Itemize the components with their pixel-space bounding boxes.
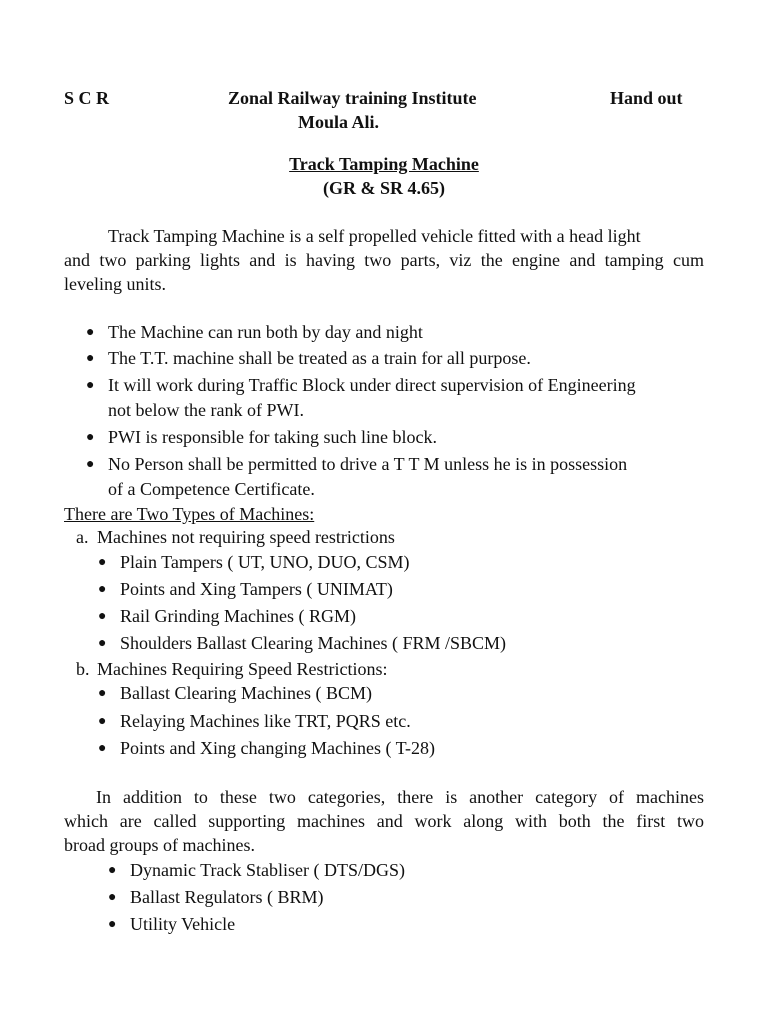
intro-line: Track Tamping Machine is a self propelled vehicle fitted with a head light (108, 226, 641, 246)
intro-line: leveling units. (64, 274, 166, 294)
bullet-icon: ● (86, 457, 95, 472)
bullet-icon: ● (86, 325, 95, 340)
list-item: Ballast Regulators ( BRM) (130, 887, 324, 907)
list-item-continuation: not below the rank of PWI. (108, 400, 304, 420)
rule-reference: (GR & SR 4.65) (323, 178, 445, 198)
list-item: Plain Tampers ( UT, UNO, DUO, CSM) (120, 552, 410, 572)
bullet-icon: ● (108, 917, 117, 932)
list-item: Points and Xing Tampers ( UNIMAT) (120, 579, 393, 599)
bullet-icon: ● (98, 555, 107, 570)
support-line: In addition to these two categories, there is another category of machines (96, 787, 704, 807)
bullet-icon: ● (98, 582, 107, 597)
bullet-icon: ● (98, 714, 107, 729)
institute-name: Zonal Railway training Institute (228, 88, 477, 108)
list-item: It will work during Traffic Block under direct supervision of Engineering (108, 375, 636, 395)
intro-line: and two parking lights and is having two parts, viz the engine and tamping cum (64, 250, 704, 270)
bullet-icon: ● (98, 686, 107, 701)
list-item: Dynamic Track Stabliser ( DTS/DGS) (130, 860, 405, 880)
bullet-icon: ● (98, 609, 107, 624)
bullet-icon: ● (98, 636, 107, 651)
page-title: Track Tamping Machine (289, 154, 479, 174)
list-item: Rail Grinding Machines ( RGM) (120, 606, 356, 626)
intro-paragraph (64, 224, 704, 296)
list-item: Shoulders Ballast Clearing Machines ( FRM /SBCM) (120, 633, 506, 653)
bullet-icon: ● (108, 890, 117, 905)
group-b-marker: b. (76, 659, 90, 679)
support-line: which are called supporting machines and work along with both the first two (64, 811, 704, 831)
list-item: Points and Xing changing Machines ( T-28) (120, 738, 435, 758)
institute-location: Moula Ali. (298, 112, 380, 132)
bullet-icon: ● (86, 351, 95, 366)
bullet-icon: ● (86, 378, 95, 393)
bullet-icon: ● (86, 430, 95, 445)
list-item: The Machine can run both by day and night (108, 322, 423, 342)
support-paragraph (64, 785, 704, 857)
list-item: Ballast Clearing Machines ( BCM) (120, 683, 372, 703)
list-item-continuation: of a Competence Certificate. (108, 479, 315, 499)
list-item: Relaying Machines like TRT, PQRS etc. (120, 711, 411, 731)
bullet-icon: ● (98, 741, 107, 756)
list-item: No Person shall be permitted to drive a T T M unless he is in possession (108, 454, 628, 474)
group-a-label: Machines not requiring speed restrictions (97, 527, 395, 547)
list-item: The T.T. machine shall be treated as a train for all purpose. (108, 348, 531, 368)
group-a-marker: a. (76, 527, 89, 547)
support-line: broad groups of machines. (64, 835, 255, 855)
doc-type: Hand out (610, 88, 683, 108)
group-b-label: Machines Requiring Speed Restrictions: (97, 659, 388, 679)
list-item: PWI is responsible for taking such line block. (108, 427, 437, 447)
list-item: Utility Vehicle (130, 914, 236, 934)
types-heading: There are Two Types of Machines: (64, 504, 315, 524)
org-name: S C R (64, 88, 110, 108)
bullet-icon: ● (108, 863, 117, 878)
